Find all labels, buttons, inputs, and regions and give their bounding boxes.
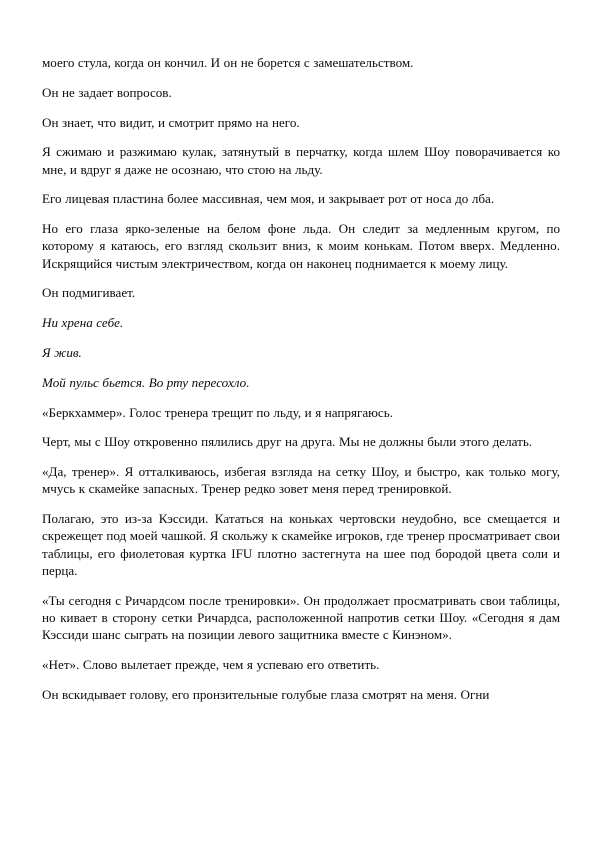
paragraph: Он вскидывает голову, его пронзительные голубые глаза смотрят на меня. Огни: [42, 686, 490, 702]
paragraph: Полагаю, это из-за Кэссиди. Кататься на коньках чертовски неудобно, все смещается и скрежещет под моей чашкой. Я скольжу к скамейке игроков, где тренер просматривает свои таблицы, его фиолетовая куртка IFU плотно застегнута на шее под бородой цвета соли и перца.: [42, 511, 560, 578]
paragraph-dialogue: «Беркхаммер». Голос тренера трещит по льду, и я напрягаюсь.: [42, 404, 393, 420]
text-column: [42, 54, 560, 703]
paragraph-dialogue: «Нет». Слово вылетает прежде, чем я успеваю его ответить.: [42, 656, 380, 672]
paragraph: Черт, мы с Шоу откровенно пялились друг на друга. Мы не должны были этого делать.: [42, 434, 533, 450]
paragraph-emphasis: Я жив.: [42, 344, 82, 360]
paragraph: Его лицевая пластина более массивная, чем моя, и закрывает рот от носа до лба.: [42, 191, 495, 207]
paragraph: Я сжимаю и разжимаю кулак, затянутый в перчатку, когда шлем Шоу поворачивается ко мне, и вдруг я даже не осознаю, что стою на льду.: [42, 144, 560, 177]
paragraph: Но его глаза ярко-зеленые на белом фоне льда. Он следит за медленным кругом, по которому я катаюсь, его взгляд скользит вниз, к моим конькам. Потом вверх. Медленно. Искрящийся чистым электричеством, когда он наконец поднимается к моему лицу.: [42, 221, 560, 271]
paragraph-dialogue: «Ты сегодня с Ричардсом после тренировки». Он продолжает просматривать свои таблицы, но кивает в сторону сетки Ричардса, расположенной напротив сетки Шоу. «Сегодня я дам Кэссиди шанс сыграть на позиции левого защитника вместе с Кинэном».: [42, 592, 560, 642]
paragraph-dialogue: «Да, тренер». Я отталкиваюсь, избегая взгляда на сетку Шоу, и быстро, как только могу, мчусь к скамейке запасных. Тренер редко зовет меня перед тренировкой.: [42, 464, 560, 497]
paragraph: Он не задает вопросов.: [42, 84, 172, 100]
paragraph-emphasis: Ни хрена себе.: [42, 315, 124, 331]
paragraph: Он знает, что видит, и смотрит прямо на него.: [42, 114, 300, 130]
paragraph-emphasis: Мой пульс бьется. Во рту пересохло.: [42, 374, 250, 390]
paragraph: Он подмигивает.: [42, 285, 136, 301]
paragraph: моего стула, когда он кончил. И он не борется с замешательством.: [42, 55, 414, 70]
